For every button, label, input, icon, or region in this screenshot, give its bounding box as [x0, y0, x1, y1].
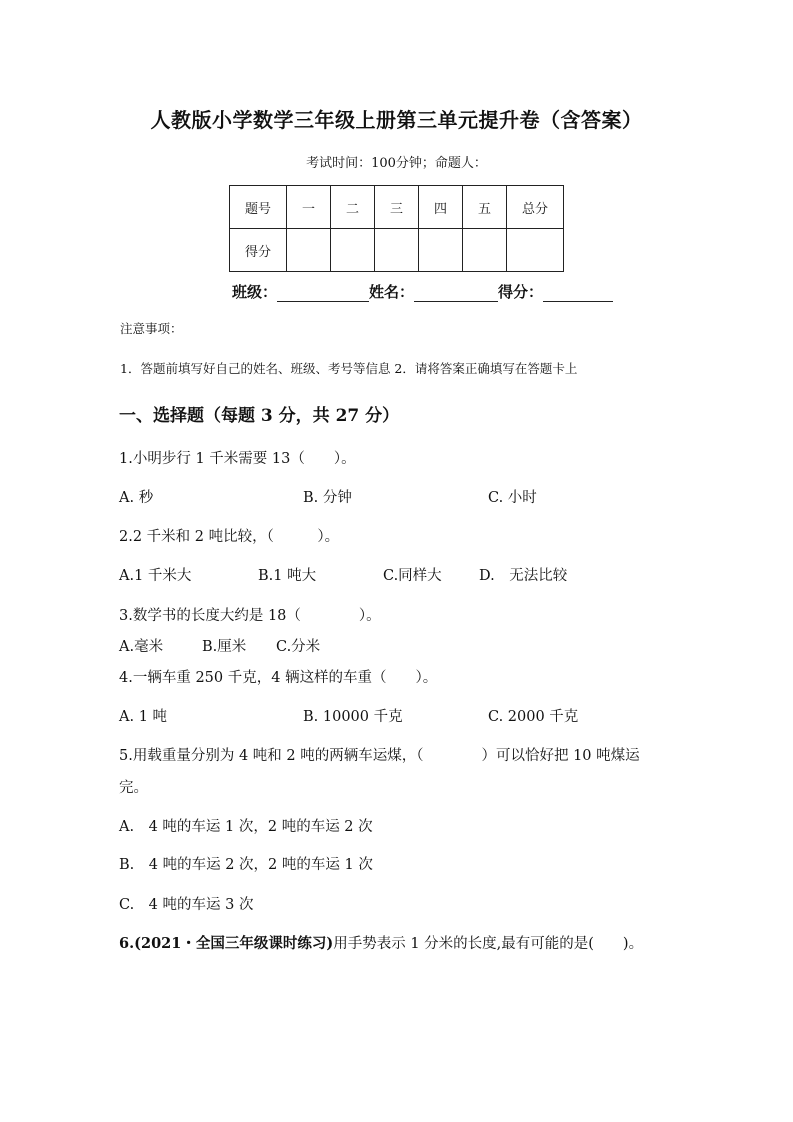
question-stem: 2.2 千米和 2 吨比较，（ ）。 [119, 529, 340, 545]
option-c: C.同样大 [383, 568, 442, 584]
option-c: C.分米 [276, 639, 321, 655]
score-input-cell[interactable] [375, 229, 419, 272]
student-info-line [232, 281, 613, 302]
option-b: B. 4 吨的车运 2 次，2 吨的车运 1 次 [119, 857, 373, 873]
name-label: 姓名： [369, 283, 415, 301]
notes-heading: 注意事项： [120, 321, 183, 336]
section-heading: 一、选择题（每题 3 分，共 27 分） [119, 406, 400, 426]
table-cell: 三 [375, 186, 419, 229]
score-blank[interactable] [543, 285, 613, 302]
score-input-cell[interactable] [463, 229, 507, 272]
score-input-cell[interactable] [331, 229, 375, 272]
option-a: A.毫米 [119, 639, 164, 655]
notes-text: 1．答题前填写好自己的姓名、班级、考号等信息 2．请将答案正确填写在答题卡上 [120, 361, 578, 376]
score-label: 得分： [498, 283, 544, 301]
question-stem: 3.数学书的长度大约是 18（ ）。 [119, 608, 381, 624]
option-a: A. 秒 [119, 490, 154, 506]
table-row [230, 229, 564, 272]
option-b: B. 分钟 [303, 490, 352, 506]
option-c: C. 2000 千克 [488, 709, 579, 725]
table-cell: 题号 [230, 186, 287, 229]
class-blank[interactable] [277, 285, 369, 302]
option-a: A. 4 吨的车运 1 次，2 吨的车运 2 次 [119, 819, 373, 835]
option-a: A.1 千米大 [119, 568, 192, 584]
score-input-cell[interactable] [507, 229, 564, 272]
class-label: 班级： [232, 283, 278, 301]
table-cell: 得分 [230, 229, 287, 272]
page-title: 人教版小学数学三年级上册第三单元提升卷（含答案） [150, 108, 643, 132]
question-stem: 4.一辆车重 250 千克，4 辆这样的车重（ ）。 [119, 670, 438, 686]
table-cell: 二 [331, 186, 375, 229]
table-cell: 总分 [507, 186, 564, 229]
option-c: C. 4 吨的车运 3 次 [119, 897, 254, 913]
table-cell: 一 [287, 186, 331, 229]
option-b: B.1 吨大 [258, 568, 317, 584]
question-stem: 1.小明步行 1 千米需要 13（ ）。 [119, 451, 356, 467]
question-stem [119, 932, 643, 953]
question-stem-cont: 完。 [119, 780, 148, 796]
option-c: C. 小时 [488, 490, 537, 506]
question-stem: 5.用载重量分别为 4 吨和 2 吨的两辆车运煤，（ ）可以恰好把 10 吨煤运 [119, 748, 640, 764]
table-cell: 四 [419, 186, 463, 229]
exam-info: 考试时间：100分钟；命题人： [306, 156, 487, 171]
score-input-cell[interactable] [287, 229, 331, 272]
table-row [230, 186, 564, 229]
score-input-cell[interactable] [419, 229, 463, 272]
option-d: D. 无法比较 [479, 568, 568, 584]
question-source: 6.(2021・全国三年级课时练习) [119, 935, 334, 952]
score-table [229, 185, 564, 272]
option-b: B. 10000 千克 [303, 709, 403, 725]
option-b: B.厘米 [202, 639, 247, 655]
name-blank[interactable] [414, 285, 498, 302]
question-text: 用手势表示 1 分米的长度,最有可能的是( )。 [333, 936, 644, 952]
option-a: A. 1 吨 [119, 709, 168, 725]
table-cell: 五 [463, 186, 507, 229]
